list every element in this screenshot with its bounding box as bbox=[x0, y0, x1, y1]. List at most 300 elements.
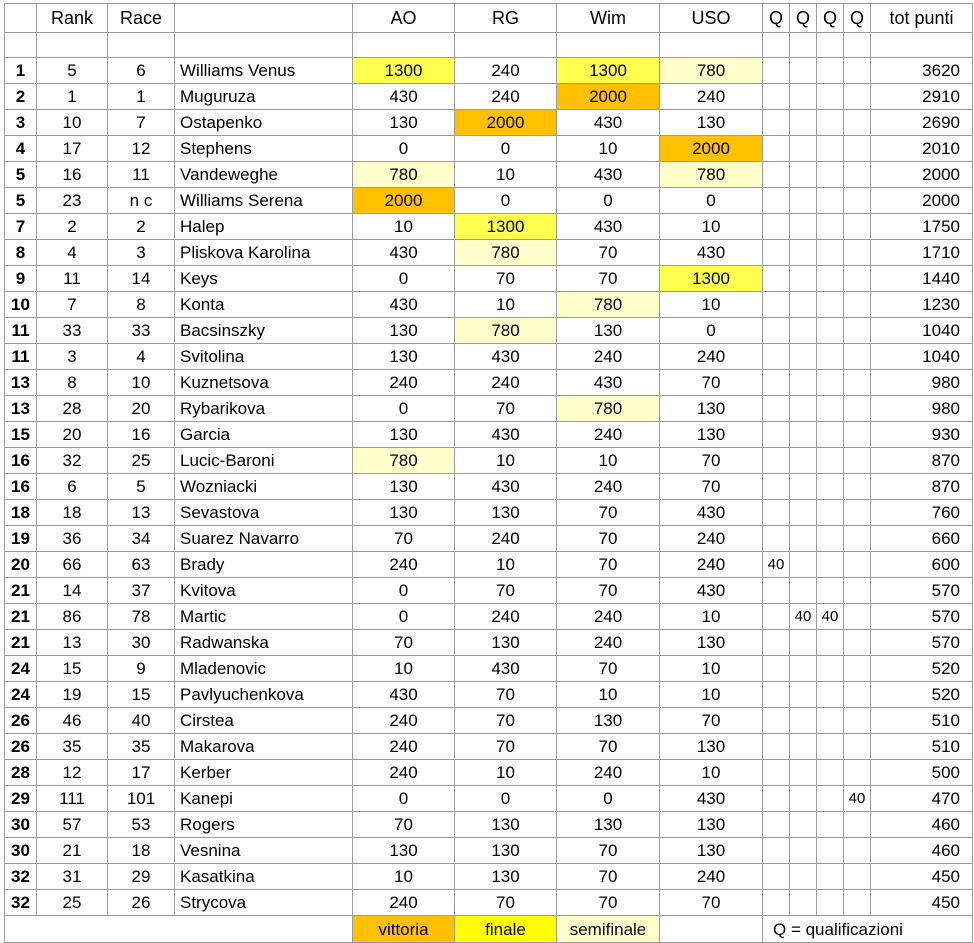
cell-rg-points: 70 bbox=[455, 578, 557, 604]
cell-q4-points bbox=[844, 578, 871, 604]
cell-ao-points: 780 bbox=[353, 448, 455, 474]
cell-q4-points bbox=[844, 58, 871, 84]
table-row bbox=[5, 604, 973, 630]
cell-tot-punti: 2000 bbox=[871, 162, 973, 188]
table-row bbox=[5, 734, 973, 760]
table-row bbox=[5, 162, 973, 188]
header-rg: RG bbox=[455, 4, 557, 33]
cell-q1-points bbox=[763, 656, 790, 682]
cell-wim-points: 70 bbox=[557, 734, 660, 760]
cell-rank: 14 bbox=[37, 578, 108, 604]
header-row bbox=[5, 4, 973, 33]
cell-tot-punti: 2000 bbox=[871, 188, 973, 214]
cell-rank: 15 bbox=[37, 656, 108, 682]
header-rank: Rank bbox=[37, 4, 108, 33]
cell-wim-points: 70 bbox=[557, 838, 660, 864]
cell-wim-points: 240 bbox=[557, 422, 660, 448]
cell-position: 11 bbox=[5, 318, 37, 344]
cell-wim-points: 240 bbox=[557, 474, 660, 500]
cell-rank: 36 bbox=[37, 526, 108, 552]
cell-q2-points bbox=[790, 162, 817, 188]
cell-uso-points: 10 bbox=[660, 682, 763, 708]
cell-position: 10 bbox=[5, 292, 37, 318]
cell-player-name: Kvitova bbox=[175, 578, 353, 604]
cell-player-name: Sevastova bbox=[175, 500, 353, 526]
cell-ao-points: 240 bbox=[353, 552, 455, 578]
cell-uso-points: 10 bbox=[660, 214, 763, 240]
cell-ao-points: 10 bbox=[353, 214, 455, 240]
cell-position: 32 bbox=[5, 890, 37, 916]
cell-race: 37 bbox=[108, 578, 175, 604]
cell-rank: 25 bbox=[37, 890, 108, 916]
table-row bbox=[5, 812, 973, 838]
table-row bbox=[5, 552, 973, 578]
cell-uso-points: 10 bbox=[660, 292, 763, 318]
cell-player-name: Halep bbox=[175, 214, 353, 240]
cell-tot-punti: 450 bbox=[871, 864, 973, 890]
cell-rank: 10 bbox=[37, 110, 108, 136]
cell-race: 4 bbox=[108, 344, 175, 370]
cell-position: 11 bbox=[5, 344, 37, 370]
spacer-cell bbox=[790, 33, 817, 58]
cell-q3-points bbox=[817, 58, 844, 84]
cell-position: 30 bbox=[5, 838, 37, 864]
cell-q4-points bbox=[844, 500, 871, 526]
cell-q3-points bbox=[817, 864, 844, 890]
cell-player-name: Muguruza bbox=[175, 84, 353, 110]
cell-q2-points bbox=[790, 318, 817, 344]
table-row bbox=[5, 240, 973, 266]
cell-rank: 8 bbox=[37, 370, 108, 396]
cell-rg-points: 130 bbox=[455, 630, 557, 656]
cell-q1-points bbox=[763, 370, 790, 396]
cell-rank: 46 bbox=[37, 708, 108, 734]
cell-q3-points bbox=[817, 734, 844, 760]
table-row bbox=[5, 890, 973, 916]
spacer-cell bbox=[763, 33, 790, 58]
cell-uso-points: 130 bbox=[660, 396, 763, 422]
cell-player-name: Kanepi bbox=[175, 786, 353, 812]
cell-tot-punti: 1440 bbox=[871, 266, 973, 292]
cell-q3-points bbox=[817, 838, 844, 864]
cell-ao-points: 0 bbox=[353, 786, 455, 812]
cell-race: 18 bbox=[108, 838, 175, 864]
cell-player-name: Williams Serena bbox=[175, 188, 353, 214]
legend-blank-cell bbox=[5, 916, 353, 943]
cell-uso-points: 0 bbox=[660, 188, 763, 214]
table-row bbox=[5, 136, 973, 162]
cell-tot-punti: 1710 bbox=[871, 240, 973, 266]
cell-rank: 33 bbox=[37, 318, 108, 344]
cell-position: 26 bbox=[5, 708, 37, 734]
cell-player-name: Mladenovic bbox=[175, 656, 353, 682]
table-row bbox=[5, 422, 973, 448]
cell-tot-punti: 510 bbox=[871, 734, 973, 760]
cell-ao-points: 2000 bbox=[353, 188, 455, 214]
cell-tot-punti: 870 bbox=[871, 448, 973, 474]
cell-wim-points: 10 bbox=[557, 136, 660, 162]
cell-race: 101 bbox=[108, 786, 175, 812]
cell-q2-points bbox=[790, 760, 817, 786]
cell-q2-points bbox=[790, 682, 817, 708]
cell-q2-points bbox=[790, 890, 817, 916]
cell-player-name: Cirstea bbox=[175, 708, 353, 734]
cell-q4-points bbox=[844, 812, 871, 838]
cell-player-name: Radwanska bbox=[175, 630, 353, 656]
cell-player-name: Ostapenko bbox=[175, 110, 353, 136]
cell-q4-points bbox=[844, 422, 871, 448]
header-ao: AO bbox=[353, 4, 455, 33]
cell-q4-points bbox=[844, 318, 871, 344]
cell-q2-points bbox=[790, 786, 817, 812]
cell-position: 13 bbox=[5, 396, 37, 422]
results-table bbox=[4, 3, 973, 943]
cell-q4-points bbox=[844, 84, 871, 110]
cell-uso-points: 70 bbox=[660, 890, 763, 916]
cell-position: 8 bbox=[5, 240, 37, 266]
cell-q4-points bbox=[844, 266, 871, 292]
cell-q3-points bbox=[817, 526, 844, 552]
table-row bbox=[5, 474, 973, 500]
cell-q2-points bbox=[790, 84, 817, 110]
cell-uso-points: 130 bbox=[660, 812, 763, 838]
cell-q3-points bbox=[817, 162, 844, 188]
table-row bbox=[5, 578, 973, 604]
cell-q2-points bbox=[790, 812, 817, 838]
cell-q1-points bbox=[763, 604, 790, 630]
cell-tot-punti: 450 bbox=[871, 890, 973, 916]
cell-tot-punti: 570 bbox=[871, 630, 973, 656]
cell-q4-points bbox=[844, 526, 871, 552]
cell-wim-points: 780 bbox=[557, 292, 660, 318]
cell-q3-points bbox=[817, 84, 844, 110]
cell-uso-points: 70 bbox=[660, 474, 763, 500]
cell-wim-points: 130 bbox=[557, 318, 660, 344]
cell-q1-points bbox=[763, 838, 790, 864]
cell-uso-points: 430 bbox=[660, 500, 763, 526]
cell-position: 19 bbox=[5, 526, 37, 552]
cell-rank: 1 bbox=[37, 84, 108, 110]
cell-race: 3 bbox=[108, 240, 175, 266]
cell-q3-points bbox=[817, 240, 844, 266]
cell-q3-points bbox=[817, 708, 844, 734]
cell-position: 5 bbox=[5, 162, 37, 188]
cell-race: 40 bbox=[108, 708, 175, 734]
cell-rg-points: 70 bbox=[455, 396, 557, 422]
cell-q2-points bbox=[790, 344, 817, 370]
cell-rg-points: 0 bbox=[455, 136, 557, 162]
cell-rank: 18 bbox=[37, 500, 108, 526]
cell-player-name: Kerber bbox=[175, 760, 353, 786]
cell-q1-points bbox=[763, 344, 790, 370]
cell-race: n c bbox=[108, 188, 175, 214]
cell-tot-punti: 570 bbox=[871, 604, 973, 630]
cell-wim-points: 10 bbox=[557, 682, 660, 708]
cell-q3-points bbox=[817, 136, 844, 162]
cell-wim-points: 2000 bbox=[557, 84, 660, 110]
cell-rank: 111 bbox=[37, 786, 108, 812]
cell-ao-points: 430 bbox=[353, 682, 455, 708]
cell-uso-points: 240 bbox=[660, 864, 763, 890]
cell-q4-points bbox=[844, 474, 871, 500]
cell-race: 53 bbox=[108, 812, 175, 838]
cell-q1-points bbox=[763, 136, 790, 162]
table-row bbox=[5, 214, 973, 240]
spacer-cell bbox=[108, 33, 175, 58]
cell-race: 5 bbox=[108, 474, 175, 500]
cell-player-name: Garcia bbox=[175, 422, 353, 448]
cell-uso-points: 130 bbox=[660, 110, 763, 136]
header-tot-punti: tot punti bbox=[871, 4, 973, 33]
cell-rank: 21 bbox=[37, 838, 108, 864]
cell-position: 20 bbox=[5, 552, 37, 578]
cell-position: 9 bbox=[5, 266, 37, 292]
cell-wim-points: 0 bbox=[557, 786, 660, 812]
cell-ao-points: 240 bbox=[353, 734, 455, 760]
spacer-cell bbox=[37, 33, 108, 58]
cell-uso-points: 130 bbox=[660, 422, 763, 448]
cell-position: 16 bbox=[5, 448, 37, 474]
table-row bbox=[5, 682, 973, 708]
cell-ao-points: 0 bbox=[353, 266, 455, 292]
cell-q3-points bbox=[817, 786, 844, 812]
cell-ao-points: 130 bbox=[353, 110, 455, 136]
cell-q2-points bbox=[790, 500, 817, 526]
cell-player-name: Rybarikova bbox=[175, 396, 353, 422]
cell-race: 29 bbox=[108, 864, 175, 890]
table-row bbox=[5, 344, 973, 370]
cell-rank: 11 bbox=[37, 266, 108, 292]
cell-rg-points: 430 bbox=[455, 422, 557, 448]
cell-ao-points: 430 bbox=[353, 240, 455, 266]
cell-q4-points bbox=[844, 630, 871, 656]
cell-wim-points: 430 bbox=[557, 110, 660, 136]
cell-player-name: Rogers bbox=[175, 812, 353, 838]
cell-rank: 57 bbox=[37, 812, 108, 838]
cell-ao-points: 1300 bbox=[353, 58, 455, 84]
cell-race: 63 bbox=[108, 552, 175, 578]
cell-q1-points bbox=[763, 890, 790, 916]
spacer-cell bbox=[817, 33, 844, 58]
cell-race: 15 bbox=[108, 682, 175, 708]
cell-uso-points: 240 bbox=[660, 344, 763, 370]
cell-rg-points: 70 bbox=[455, 734, 557, 760]
cell-q1-points bbox=[763, 578, 790, 604]
cell-q1-points bbox=[763, 682, 790, 708]
cell-ao-points: 130 bbox=[353, 838, 455, 864]
cell-ao-points: 130 bbox=[353, 474, 455, 500]
cell-ao-points: 70 bbox=[353, 526, 455, 552]
cell-rank: 32 bbox=[37, 448, 108, 474]
cell-q3-points bbox=[817, 578, 844, 604]
cell-race: 11 bbox=[108, 162, 175, 188]
cell-q4-points bbox=[844, 838, 871, 864]
cell-wim-points: 130 bbox=[557, 708, 660, 734]
cell-tot-punti: 760 bbox=[871, 500, 973, 526]
cell-q3-points bbox=[817, 344, 844, 370]
cell-q2-points bbox=[790, 396, 817, 422]
cell-uso-points: 240 bbox=[660, 526, 763, 552]
cell-player-name: Suarez Navarro bbox=[175, 526, 353, 552]
cell-q3-points bbox=[817, 370, 844, 396]
cell-position: 5 bbox=[5, 188, 37, 214]
cell-rank: 4 bbox=[37, 240, 108, 266]
cell-player-name: Svitolina bbox=[175, 344, 353, 370]
cell-position: 7 bbox=[5, 214, 37, 240]
cell-q1-points bbox=[763, 630, 790, 656]
cell-q1-points bbox=[763, 812, 790, 838]
cell-q3-points bbox=[817, 292, 844, 318]
table-row bbox=[5, 110, 973, 136]
table-row bbox=[5, 630, 973, 656]
cell-q1-points bbox=[763, 240, 790, 266]
cell-wim-points: 240 bbox=[557, 760, 660, 786]
cell-q2-points bbox=[790, 838, 817, 864]
cell-q2-points: 40 bbox=[790, 604, 817, 630]
cell-race: 30 bbox=[108, 630, 175, 656]
cell-position: 30 bbox=[5, 812, 37, 838]
cell-tot-punti: 520 bbox=[871, 656, 973, 682]
cell-q2-points bbox=[790, 58, 817, 84]
cell-uso-points: 70 bbox=[660, 448, 763, 474]
cell-rank: 3 bbox=[37, 344, 108, 370]
cell-rg-points: 430 bbox=[455, 344, 557, 370]
legend-finale: finale bbox=[455, 916, 557, 943]
cell-rg-points: 130 bbox=[455, 838, 557, 864]
cell-q4-points bbox=[844, 864, 871, 890]
cell-q3-points bbox=[817, 422, 844, 448]
cell-ao-points: 130 bbox=[353, 344, 455, 370]
cell-rank: 5 bbox=[37, 58, 108, 84]
cell-ao-points: 430 bbox=[353, 292, 455, 318]
cell-q4-points bbox=[844, 162, 871, 188]
cell-uso-points: 10 bbox=[660, 656, 763, 682]
cell-q2-points bbox=[790, 370, 817, 396]
cell-position: 3 bbox=[5, 110, 37, 136]
cell-rg-points: 130 bbox=[455, 500, 557, 526]
cell-q3-points bbox=[817, 500, 844, 526]
cell-race: 35 bbox=[108, 734, 175, 760]
table-row bbox=[5, 58, 973, 84]
cell-q4-points bbox=[844, 396, 871, 422]
cell-q2-points bbox=[790, 110, 817, 136]
cell-race: 13 bbox=[108, 500, 175, 526]
table-row bbox=[5, 708, 973, 734]
cell-uso-points: 130 bbox=[660, 838, 763, 864]
table-row bbox=[5, 84, 973, 110]
cell-q4-points bbox=[844, 604, 871, 630]
header-q2: Q bbox=[790, 4, 817, 33]
cell-tot-punti: 660 bbox=[871, 526, 973, 552]
cell-wim-points: 430 bbox=[557, 214, 660, 240]
cell-race: 7 bbox=[108, 110, 175, 136]
cell-wim-points: 10 bbox=[557, 448, 660, 474]
cell-rg-points: 70 bbox=[455, 682, 557, 708]
cell-player-name: Pliskova Karolina bbox=[175, 240, 353, 266]
cell-uso-points: 0 bbox=[660, 318, 763, 344]
cell-tot-punti: 980 bbox=[871, 396, 973, 422]
table-row bbox=[5, 188, 973, 214]
cell-position: 24 bbox=[5, 682, 37, 708]
cell-q2-points bbox=[790, 578, 817, 604]
cell-uso-points: 70 bbox=[660, 708, 763, 734]
table-row bbox=[5, 786, 973, 812]
cell-rg-points: 780 bbox=[455, 240, 557, 266]
cell-q1-points bbox=[763, 864, 790, 890]
table-row bbox=[5, 864, 973, 890]
header-q4: Q bbox=[844, 4, 871, 33]
cell-tot-punti: 600 bbox=[871, 552, 973, 578]
cell-position: 28 bbox=[5, 760, 37, 786]
cell-wim-points: 70 bbox=[557, 890, 660, 916]
cell-rg-points: 430 bbox=[455, 656, 557, 682]
spacer-cell bbox=[660, 33, 763, 58]
cell-wim-points: 70 bbox=[557, 578, 660, 604]
cell-q3-points bbox=[817, 812, 844, 838]
cell-race: 9 bbox=[108, 656, 175, 682]
cell-wim-points: 70 bbox=[557, 656, 660, 682]
cell-wim-points: 70 bbox=[557, 864, 660, 890]
cell-q2-points bbox=[790, 552, 817, 578]
cell-ao-points: 240 bbox=[353, 370, 455, 396]
cell-ao-points: 430 bbox=[353, 84, 455, 110]
cell-rank: 12 bbox=[37, 760, 108, 786]
cell-uso-points: 10 bbox=[660, 604, 763, 630]
cell-ao-points: 10 bbox=[353, 656, 455, 682]
cell-q3-points bbox=[817, 656, 844, 682]
cell-q3-points bbox=[817, 110, 844, 136]
cell-player-name: Konta bbox=[175, 292, 353, 318]
cell-ao-points: 240 bbox=[353, 708, 455, 734]
cell-ao-points: 70 bbox=[353, 812, 455, 838]
cell-wim-points: 1300 bbox=[557, 58, 660, 84]
cell-uso-points: 10 bbox=[660, 760, 763, 786]
legend-empty-cell bbox=[660, 916, 763, 943]
cell-tot-punti: 510 bbox=[871, 708, 973, 734]
cell-rank: 17 bbox=[37, 136, 108, 162]
cell-race: 10 bbox=[108, 370, 175, 396]
cell-race: 16 bbox=[108, 422, 175, 448]
cell-player-name: Bacsinszky bbox=[175, 318, 353, 344]
cell-race: 1 bbox=[108, 84, 175, 110]
cell-uso-points: 1300 bbox=[660, 266, 763, 292]
cell-rg-points: 240 bbox=[455, 58, 557, 84]
cell-rg-points: 780 bbox=[455, 318, 557, 344]
cell-tot-punti: 460 bbox=[871, 838, 973, 864]
cell-wim-points: 70 bbox=[557, 552, 660, 578]
cell-rank: 16 bbox=[37, 162, 108, 188]
cell-ao-points: 0 bbox=[353, 604, 455, 630]
cell-ao-points: 10 bbox=[353, 864, 455, 890]
cell-rg-points: 130 bbox=[455, 812, 557, 838]
cell-q2-points bbox=[790, 188, 817, 214]
cell-position: 15 bbox=[5, 422, 37, 448]
cell-q4-points: 40 bbox=[844, 786, 871, 812]
table-row bbox=[5, 370, 973, 396]
cell-rg-points: 10 bbox=[455, 292, 557, 318]
cell-uso-points: 240 bbox=[660, 84, 763, 110]
cell-race: 78 bbox=[108, 604, 175, 630]
cell-ao-points: 780 bbox=[353, 162, 455, 188]
cell-q3-points bbox=[817, 188, 844, 214]
cell-q3-points bbox=[817, 552, 844, 578]
cell-q2-points bbox=[790, 734, 817, 760]
cell-wim-points: 70 bbox=[557, 500, 660, 526]
legend-row bbox=[5, 916, 973, 943]
cell-tot-punti: 1750 bbox=[871, 214, 973, 240]
cell-q2-points bbox=[790, 526, 817, 552]
cell-q1-points bbox=[763, 422, 790, 448]
